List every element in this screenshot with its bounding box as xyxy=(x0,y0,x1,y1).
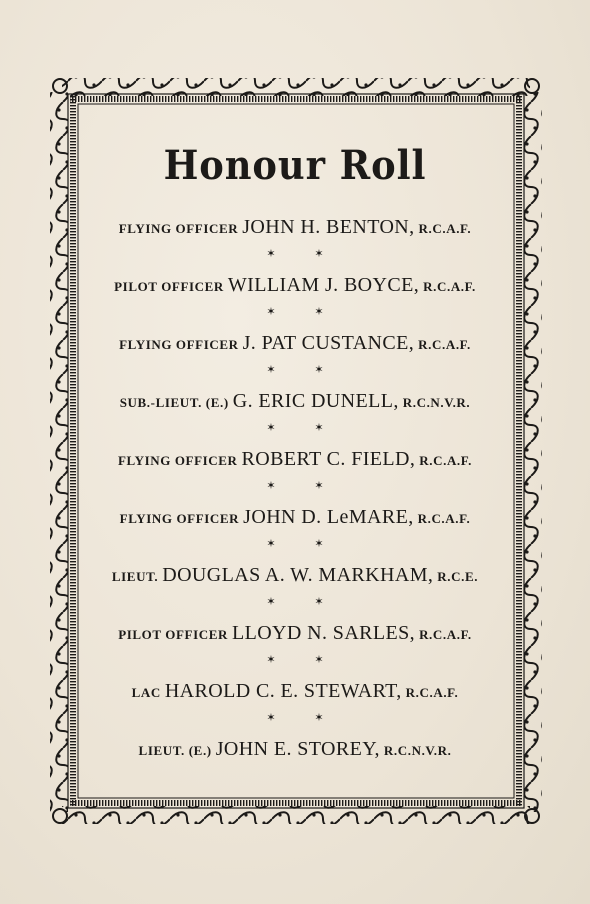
name-line xyxy=(80,386,510,416)
person-name: G. ERIC DUNELL, xyxy=(232,390,399,412)
rank-label: LIEUT. (E.) xyxy=(138,743,212,758)
page-title: Honour Roll xyxy=(163,142,427,189)
name-line xyxy=(80,618,510,648)
name-line xyxy=(80,734,510,764)
rank-label: PILOT OFFICER xyxy=(118,627,228,642)
rank-label: FLYING OFFICER xyxy=(118,453,238,468)
person-name: WILLIAM J. BOYCE, xyxy=(227,274,420,296)
unit-label: R.C.A.F. xyxy=(405,685,459,700)
star-separator: ✶ ✶ xyxy=(266,422,342,434)
star-separator: ✶ ✶ xyxy=(266,364,342,376)
list-item xyxy=(80,212,510,270)
unit-label: R.C.A.F. xyxy=(418,221,472,236)
list-item xyxy=(80,444,510,502)
name-line xyxy=(80,502,510,532)
unit-label: R.C.A.F. xyxy=(419,627,472,642)
list-item xyxy=(80,676,510,734)
list-item xyxy=(80,560,510,618)
list-item xyxy=(80,270,510,328)
unit-label: R.C.A.F. xyxy=(419,453,472,468)
list-item xyxy=(80,328,510,386)
unit-label: R.C.N.V.R. xyxy=(402,395,471,410)
person-name: J. PAT CUSTANCE, xyxy=(242,332,415,354)
rank-label: LIEUT. xyxy=(111,569,159,584)
list-item xyxy=(80,386,510,444)
list-item xyxy=(80,618,510,676)
rank-label: FLYING OFFICER xyxy=(119,337,239,352)
star-separator: ✶ ✶ xyxy=(266,480,342,492)
name-line xyxy=(80,328,510,358)
star-separator: ✶ ✶ xyxy=(266,248,342,260)
name-line xyxy=(80,270,510,300)
rank-label: SUB.-LIEUT. (E.) xyxy=(119,395,229,410)
name-line xyxy=(80,444,510,474)
star-separator: ✶ ✶ xyxy=(266,712,342,724)
person-name: HAROLD C. E. STEWART, xyxy=(164,680,402,702)
rank-label: FLYING OFFICER xyxy=(118,221,239,236)
unit-label: R.C.N.V.R. xyxy=(383,743,452,758)
unit-label: R.C.A.F. xyxy=(418,337,471,352)
person-name: ROBERT C. FIELD, xyxy=(241,448,416,470)
person-name: JOHN H. BENTON, xyxy=(242,216,415,238)
person-name: LLOYD N. SARLES, xyxy=(231,622,416,644)
person-name: DOUGLAS A. W. MARKHAM, xyxy=(162,564,434,586)
list-item xyxy=(80,502,510,560)
person-name: JOHN D. LeMARE, xyxy=(243,506,414,528)
entry-list xyxy=(80,212,510,792)
unit-label: R.C.A.F. xyxy=(417,511,471,526)
unit-label: R.C.A.F. xyxy=(423,279,476,294)
name-line xyxy=(80,212,510,242)
star-separator: ✶ ✶ xyxy=(266,654,342,666)
rank-label: LAC xyxy=(131,685,161,700)
unit-label: R.C.E. xyxy=(437,569,479,584)
name-line xyxy=(80,676,510,706)
rank-label: PILOT OFFICER xyxy=(114,279,224,294)
rank-label: FLYING OFFICER xyxy=(119,511,240,526)
star-separator: ✶ ✶ xyxy=(266,596,342,608)
name-line xyxy=(80,560,510,590)
star-separator: ✶ ✶ xyxy=(266,538,342,550)
list-item xyxy=(80,734,510,792)
person-name: JOHN E. STOREY, xyxy=(215,738,380,760)
honour-roll-content xyxy=(80,140,510,792)
star-separator: ✶ ✶ xyxy=(266,306,342,318)
